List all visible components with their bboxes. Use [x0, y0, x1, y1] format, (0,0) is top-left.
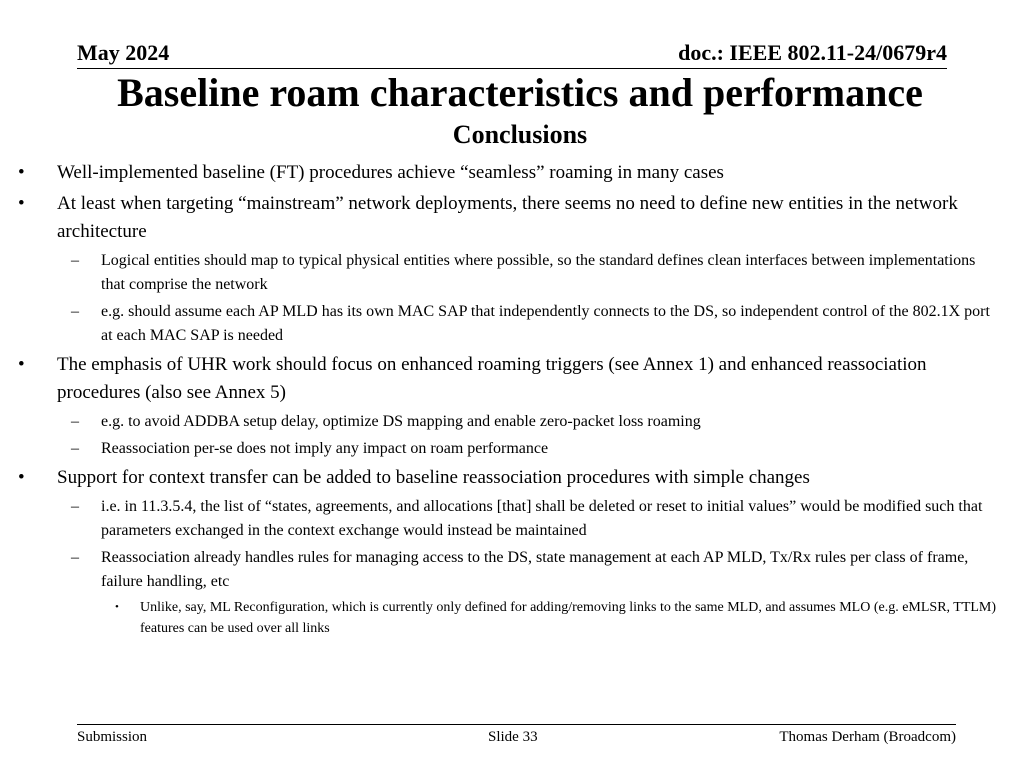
bullet-marker: •	[18, 354, 25, 375]
footer-author: Thomas Derham (Broadcom)	[779, 729, 956, 745]
footer-submission: Submission	[77, 729, 148, 745]
sub-bullet-text: e.g. should assume each AP MLD has its own MAC SAP that independently connects to the DS, so independent control of the 802.1X port at each MAC SAP is needed	[101, 303, 990, 344]
bullet-item	[0, 351, 1024, 407]
bullet-text: Support for context transfer can be added to baseline reassociation procedures with simple changes	[57, 467, 810, 488]
sub-bullet-item	[0, 437, 1024, 461]
sub-bullet-text: Reassociation per-se does not imply any impact on roam performance	[101, 440, 549, 457]
bullet-item	[0, 464, 1024, 492]
bullet-text: At least when targeting “mainstream” network deployments, there seems no need to define new entities in the network architecture	[57, 193, 958, 242]
header-doc-id: doc.: IEEE 802.11-24/0679r4	[678, 40, 947, 65]
sub-bullet-text: Logical entities should map to typical physical entities where possible, so the standard defines clean interfaces between implementations that comprise the network	[101, 252, 976, 293]
slide-title: Baseline roam characteristics and performance	[117, 70, 923, 115]
bullet-list	[0, 159, 1024, 642]
bullet-marker: •	[18, 193, 25, 214]
header-divider	[77, 68, 947, 69]
dash-marker: –	[71, 303, 79, 320]
dash-marker: –	[71, 440, 79, 457]
dash-marker: –	[71, 498, 79, 515]
sub-sub-bullet-item	[0, 597, 1024, 639]
sub-bullet-item	[0, 546, 1024, 594]
sub-bullet-text: e.g. to avoid ADDBA setup delay, optimize DS mapping and enable zero-packet loss roaming	[101, 413, 701, 430]
sub-sub-bullet-text: Unlike, say, ML Reconfiguration, which is currently only defined for adding/removing links to the same MLD, and assumes MLO (e.g. eMLSR, TTLM) features can be used over all links	[140, 600, 997, 636]
bullet-text: Well-implemented baseline (FT) procedures achieve “seamless” roaming in many cases	[57, 162, 724, 183]
header-date: May 2024	[77, 40, 170, 65]
bullet-item	[0, 159, 1024, 187]
sub-bullet-item	[0, 300, 1024, 348]
sub-bullet-text: Reassociation already handles rules for managing access to the DS, state management at each AP MLD, Tx/Rx rules per class of frame, failure handling, etc	[101, 549, 969, 590]
dash-marker: –	[71, 549, 79, 566]
bullet-marker: •	[18, 467, 25, 488]
sub-bullet-item	[0, 495, 1024, 543]
bullet-item	[0, 190, 1024, 246]
sub-bullet-item	[0, 249, 1024, 297]
bullet-marker: •	[18, 162, 25, 183]
footer-slide-number: Slide 33	[488, 729, 538, 745]
slide-subtitle: Conclusions	[452, 120, 588, 149]
footer-divider	[77, 724, 956, 725]
sub-bullet-text: i.e. in 11.3.5.4, the list of “states, agreements, and allocations [that] shall be deleted or reset to initial values” would be modified such that parameters exchanged in the context exchange would instead be maintained	[101, 498, 983, 539]
sub-bullet-item	[0, 410, 1024, 434]
small-bullet-marker: •	[115, 601, 119, 613]
dash-marker: –	[71, 252, 79, 269]
dash-marker: –	[71, 413, 79, 430]
bullet-text: The emphasis of UHR work should focus on enhanced roaming triggers (see Annex 1) and enhanced reassociation procedures (also see Annex 5)	[57, 354, 927, 403]
